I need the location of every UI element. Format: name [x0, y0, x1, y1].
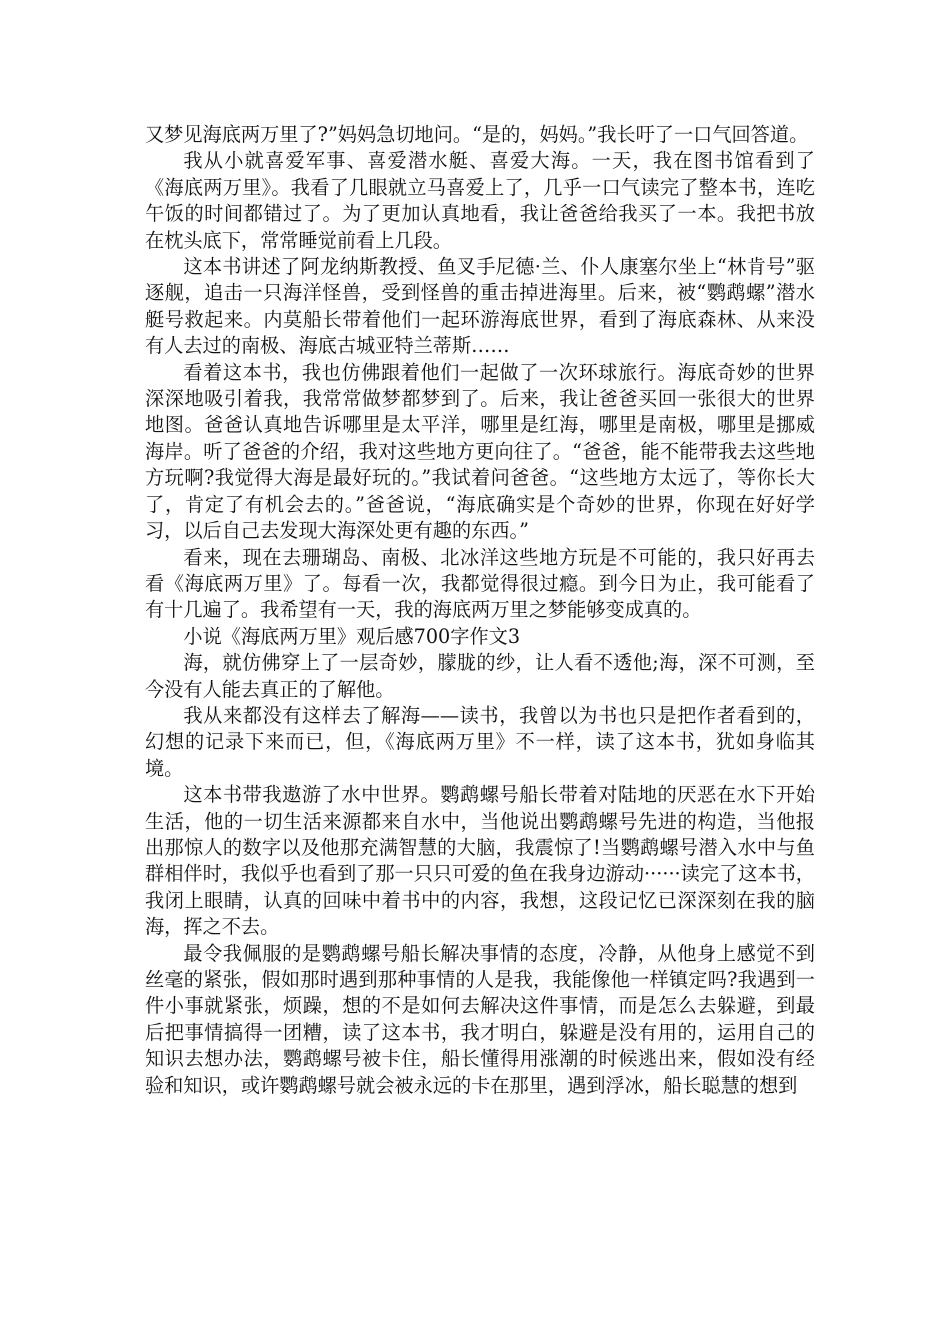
paragraph-9: 最令我佩服的是鹦鹉螺号船长解决事情的态度，冷静，从他身上感觉不到丝毫的紧张，假如那时遇到那种事情的人是我，我能像他一样镇定吗?我遇到一件小事就紧张，烦躁，想的不是如何去解决这件事情，而是怎么去躲避，到最后把事情搞得一团糟，读了这本书，我才明白，躲避是没有用的，运用自己的知识去想办法，鹦鹉螺号被卡住，船长懂得用涨潮的时候逃出来，假如没有经验和知识，或许鹦鹉螺号就会被永远的卡在那里，遇到浮冰，船长聪慧的想到: [145, 941, 815, 1097]
paragraph-4: 看着这本书，我也仿佛跟着他们一起做了一次环球旅行。海底奇妙的世界深深地吸引着我，我常常做梦都梦到了。后来，我让爸爸买回一张很大的世界地图。爸爸认真地告诉哪里是太平洋，哪里是红海，哪里是南极，哪里是挪威海岸。听了爸爸的介绍，我对这些地方更向往了。“爸爸，能不能带我去这些地方玩啊?我觉得大海是最好玩的。”我试着问爸爸。“这些地方太远了，等你长大了，肯定了有机会去的。”爸爸说，“海底确实是个奇妙的世界，你现在好好学习，以后自己去发现大海深处更有趣的东西。”: [145, 360, 815, 543]
paragraph-3: 这本书讲述了阿龙纳斯教授、鱼叉手尼德·兰、仆人康塞尔坐上“林肯号”驱逐舰，追击一只海洋怪兽，受到怪兽的重击掉进海里。后来，被“鹦鹉螺”潜水艇号救起来。内莫船长带着他们一起环游海底世界，看到了海底森林、从来没有人去过的南极、海底古城亚特兰蒂斯……: [145, 255, 815, 358]
section-heading: 小说《海底两万里》观后感700字作文3: [183, 624, 521, 648]
paragraph-6: 海，就仿佛穿上了一层奇妙，朦胧的纱，让人看不透他;海，深不可测，至今没有人能去真正的了解他。: [145, 651, 815, 701]
document-body: [145, 122, 815, 1099]
paragraph-8: 这本书带我遨游了水中世界。鹦鹉螺号船长带着对陆地的厌恶在水下开始生活，他的一切生活来源都来自水中，当他说出鹦鹉螺号先进的构造，当他报出那惊人的数字以及他那充满智慧的大脑，我震惊了!当鹦鹉螺号潜入水中与鱼群相伴时，我似乎也看到了那一只只可爱的鱼在我身边游动······读完了这本书，我闭上眼睛，认真的回味中着书中的内容，我想，这段记忆已深深刻在我的脑海，挥之不去。: [145, 783, 815, 939]
paragraph-1: 又梦见海底两万里了?”妈妈急切地问。“是的，妈妈。”我长吁了一口气回答道。: [145, 123, 809, 146]
paragraph-7: 我从来都没有这样去了解海——读书，我曾以为书也只是把作者看到的，幻想的记录下来而已，但，《海底两万里》不一样，读了这本书，犹如身临其境。: [145, 703, 815, 780]
paragraph-5: 看来，现在去珊瑚岛、南极、北冰洋这些地方玩是不可能的，我只好再去看《海底两万里》了。每看一次，我都觉得很过瘾。到今日为止，我可能看了有十几遍了。我希望有一天，我的海底两万里之梦能够变成真的。: [145, 545, 815, 622]
paragraph-2: 我从小就喜爱军事、喜爱潜水艇、喜爱大海。一天，我在图书馆看到了《海底两万里》。我看了几眼就立马喜爱上了，几乎一口气读完了整本书，连吃午饭的时间都错过了。为了更加认真地看，我让爸爸给我买了一本。我把书放在枕头底下，常常睡觉前看上几段。: [145, 149, 815, 252]
